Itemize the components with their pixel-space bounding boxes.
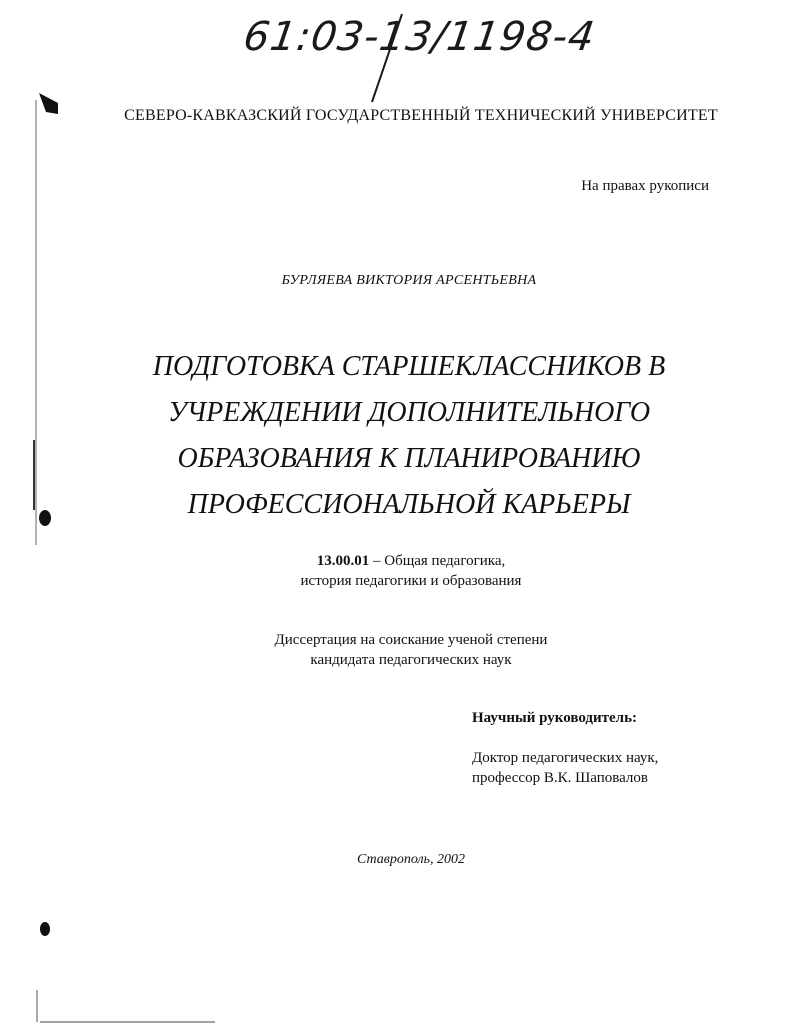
author-name: БУРЛЯЕВА ВИКТОРИЯ АРСЕНТЬЕВНА [281, 273, 537, 288]
stamp-slash [0, 0, 796, 120]
degree-block [0, 630, 796, 670]
catalog-number: 61:03-13/1198-4 [240, 14, 598, 60]
specialty-line-1 [26, 551, 796, 571]
city-year: Ставрополь, 2002 [356, 852, 466, 867]
title-line: ОБРАЗОВАНИЯ К ПЛАНИРОВАНИЮ [177, 443, 641, 474]
degree-line-2: кандидата педагогических наук [310, 652, 512, 668]
supervisor-name: профессор В.К. Шаповалов [472, 770, 648, 786]
specialty-line-2: история педагогики и образования [300, 573, 522, 589]
catalog-stamp [0, 0, 796, 120]
supervisor-block [472, 708, 658, 788]
title-line: ПОДГОТОВКА СТАРШЕКЛАССНИКОВ В [152, 351, 666, 382]
specialty-code: 13.00.01 [316, 553, 370, 569]
title-line: ПРОФЕССИОНАЛЬНОЙ КАРЬЕРЫ [187, 489, 631, 520]
punch-mark-bottom [40, 922, 50, 936]
manuscript-rights: На правах рукописи [581, 178, 709, 194]
university-name: СЕВЕРО-КАВКАЗСКИЙ ГОСУДАРСТВЕННЫЙ ТЕХНИЧЕСКИЙ УНИВЕРСИТЕТ [124, 107, 718, 124]
title-line: УЧРЕЖДЕНИИ ДОПОЛНИТЕЛЬНОГО [167, 397, 651, 428]
specialty-block [0, 551, 796, 591]
supervisor-degree: Доктор педагогических наук, [472, 750, 659, 766]
degree-line-1: Диссертация на соискание ученой степени [274, 632, 548, 648]
dissertation-title [0, 344, 796, 528]
specialty-name: – Общая педагогика, [369, 553, 506, 569]
supervisor-label: Научный руководитель: [472, 710, 637, 726]
